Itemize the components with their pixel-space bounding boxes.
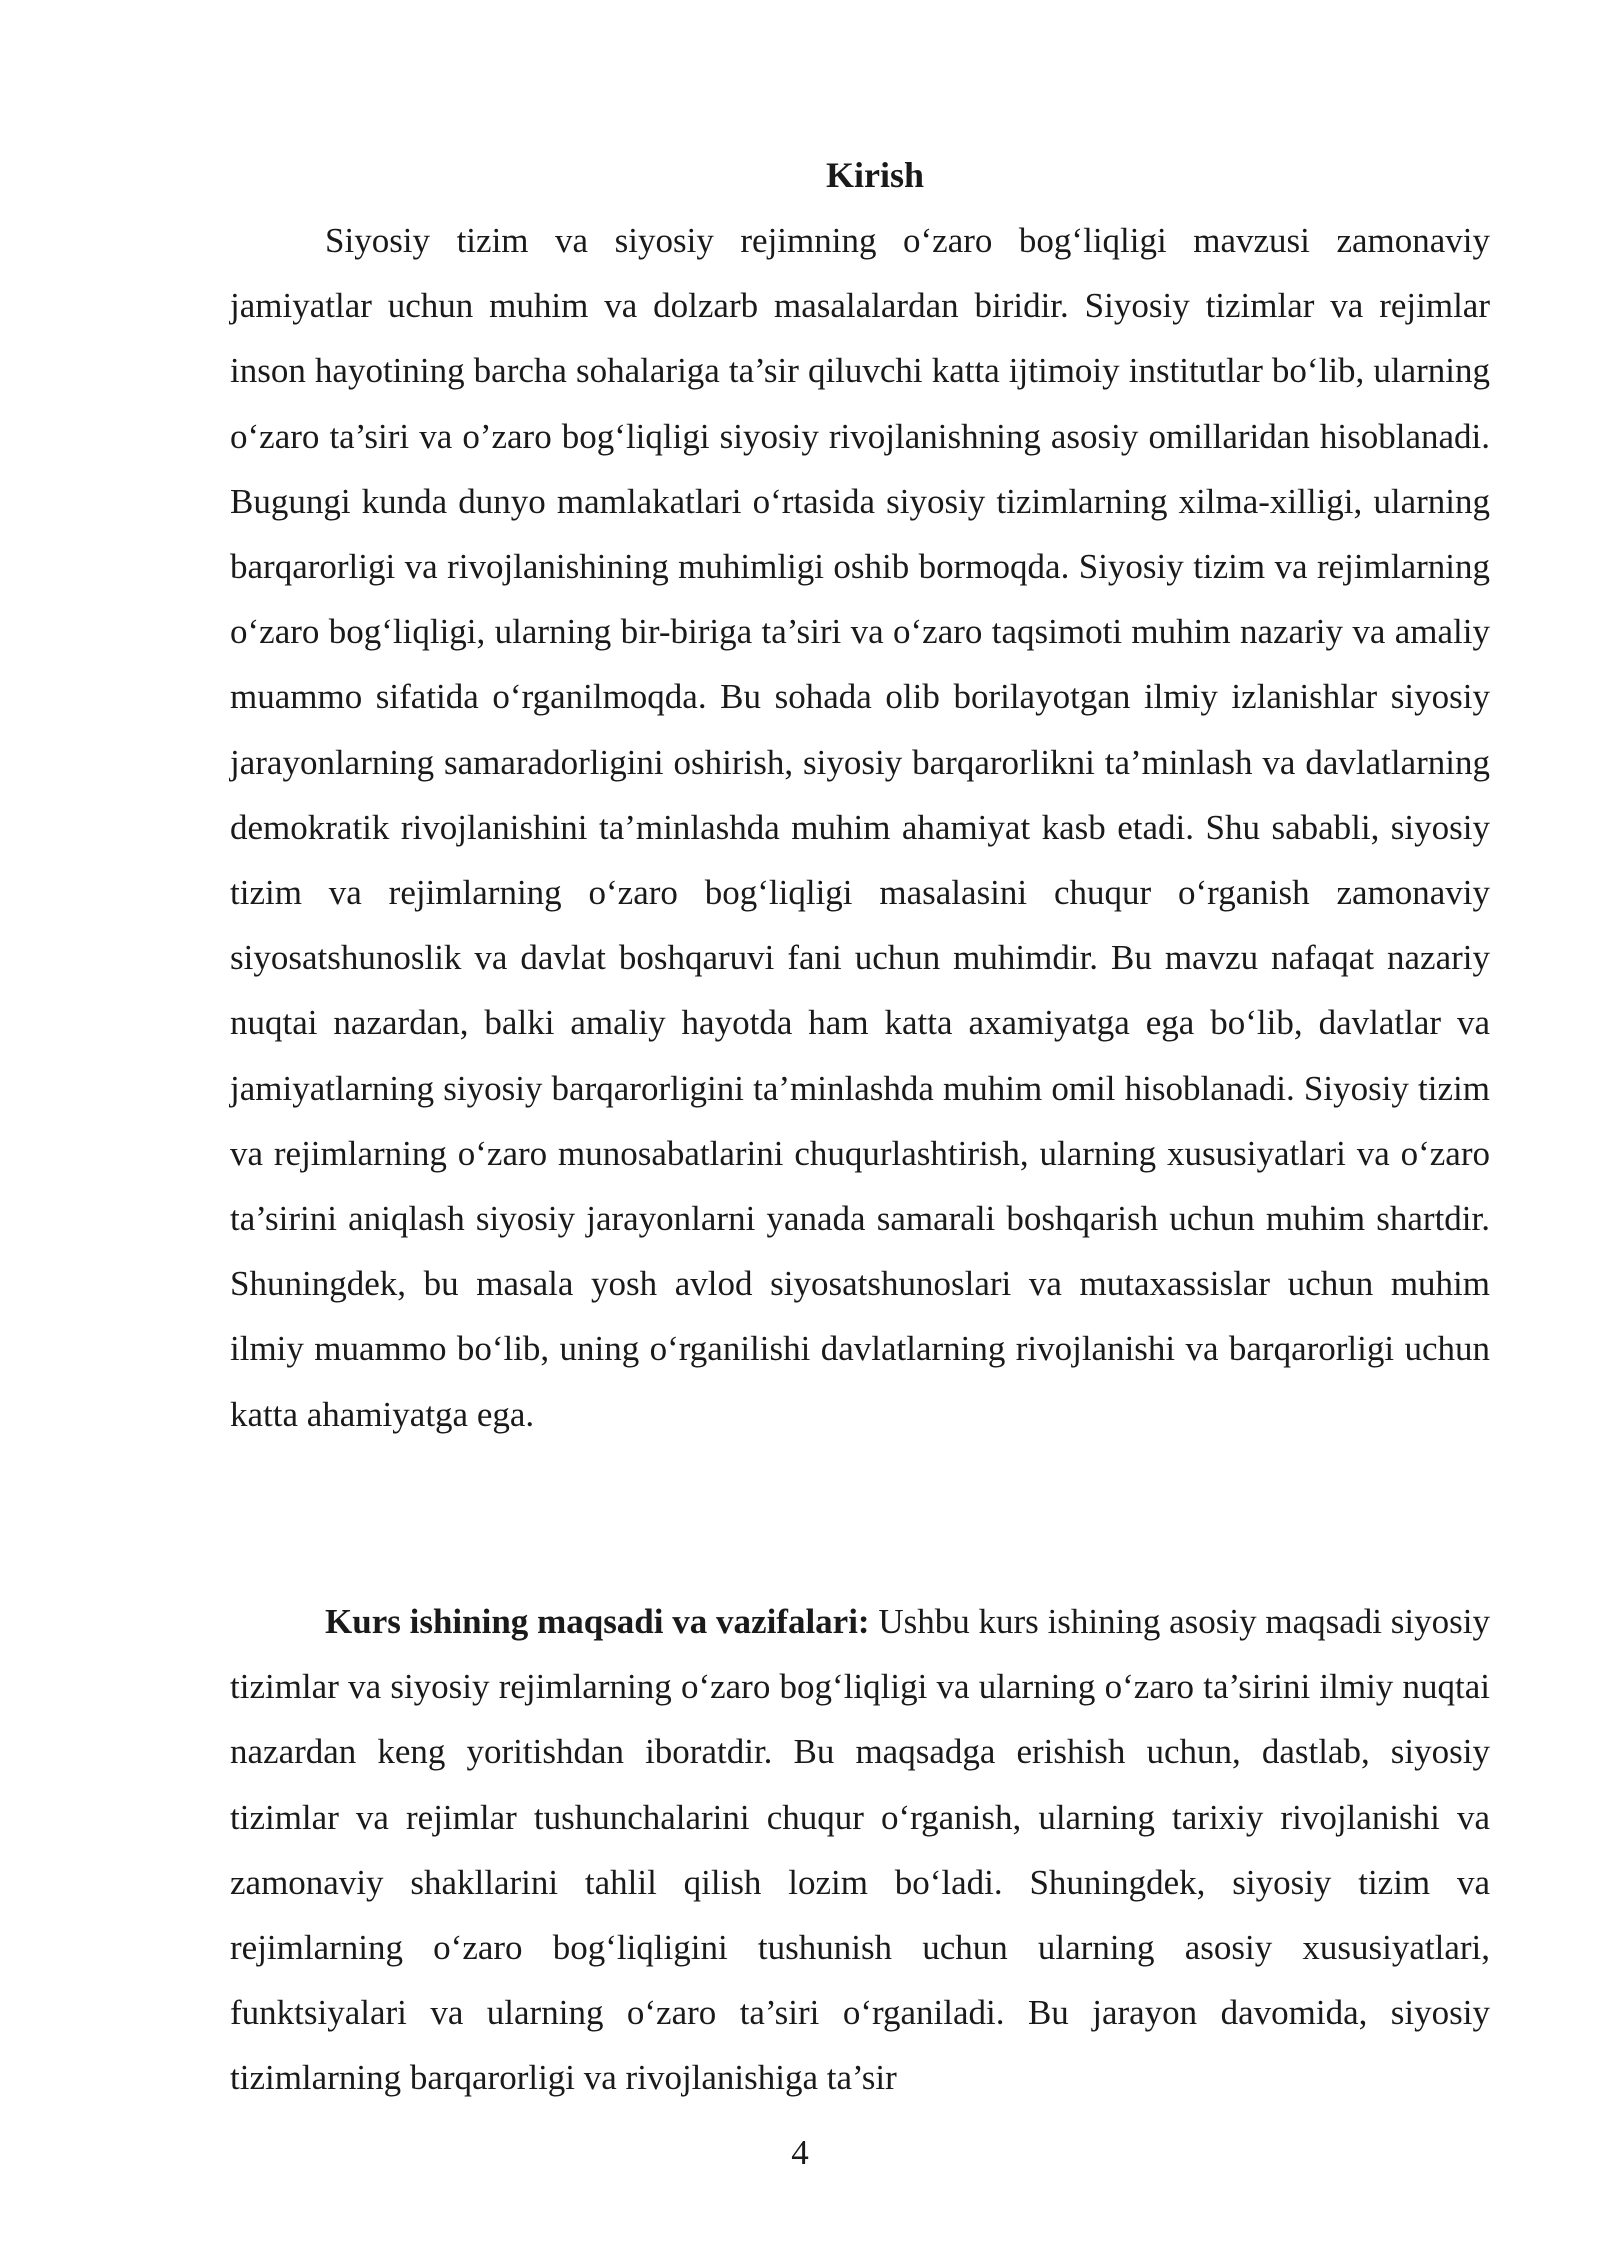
page-number: 4	[791, 2133, 809, 2172]
goals-paragraph-body: Ushbu kurs ishining asosiy maqsadi siyosiy tizimlar va siyosiy rejimlarning o‘zaro bog‘liqligi va ularning o‘zaro ta’sirini ilmiy nuqtai nazardan keng yoritishdan iboratdir. Bu maqsadga erishish uchun, dastlab, siyosiy tizimlar va rejimlar tushunchalarini chuqur o‘rganish, ularning tarixiy rivojlanishi va zamonaviy shakllarini tahlil qilish lozim bo‘ladi. Shuningdek, siyosiy tizim va rejimlarning o‘zaro bog‘liqligini tushunish uchun ularning asosiy xususiyatlari, funktsiyalari va ularning o‘zaro ta’siri o‘rganiladi. Bu jarayon davomida, siyosiy tizimlarning barqarorligi va rivojlanishiga ta’sir	[230, 1602, 1490, 2098]
intro-paragraph: Siyosiy tizim va siyosiy rejimning o‘zaro bog‘liqligi mavzusi zamonaviy jamiyatlar uchun muhim va dolzarb masalalardan biridir. Siyosiy tizimlar va rejimlar inson hayotining barcha sohalariga ta’sir qiluvchi katta ijtimoiy institutlar bo‘lib, ularning o‘zaro ta’siri va o’zaro bog‘liqligi siyosiy rivojlanishning asosiy omillaridan hisoblanadi. Bugungi kunda dunyo mamlakatlari o‘rtasida siyosiy tizimlarning xilma-xilligi, ularning barqarorligi va rivojlanishining muhimligi oshib bormoqda. Siyosiy tizim va rejimlarning o‘zaro bog‘liqligi, ularning bir-biriga ta’siri va o‘zaro taqsimoti muhim nazariy va amaliy muammo sifatida o‘rganilmoqda. Bu sohada olib borilayotgan ilmiy izlanishlar siyosiy jarayonlarning samaradorligini oshirish, siyosiy barqarorlikni ta’minlash va davlatlarning demokratik rivojlanishini ta’minlashda muhim ahamiyat kasb etadi. Shu sababli, siyosiy tizim va rejimlarning o‘zaro bog‘liqligi masalasini chuqur o‘rganish zamonaviy siyosatshunoslik va davlat boshqaruvi fani uchun muhimdir. Bu mavzu nafaqat nazariy nuqtai nazardan, balki amaliy hayotda ham katta axamiyatga ega bo‘lib, davlatlar va jamiyatlarning siyosiy barqarorligini ta’minlashda muhim omil hisoblanadi. Siyosiy tizim va rejimlarning o‘zaro munosabatlarini chuqurlashtirish, ularning xususiyatlari va o‘zaro ta’sirini aniqlash siyosiy jarayonlarni yanada samarali boshqarish uchun muhim shartdir. Shuningdek, bu masala yosh avlod siyosatshunoslari va mutaxassislar uchun muhim ilmiy muammo bo‘lib, uning o‘rganilishi davlatlarning rivojlanishi va barqarorligi uchun katta ahamiyatga ega.	[230, 221, 1490, 1434]
goals-paragraph-lead: Kurs ishining maqsadi va vazifalari:	[325, 1602, 870, 1641]
section-heading: Kirish	[825, 155, 924, 195]
goals-paragraph	[230, 1589, 1490, 2111]
